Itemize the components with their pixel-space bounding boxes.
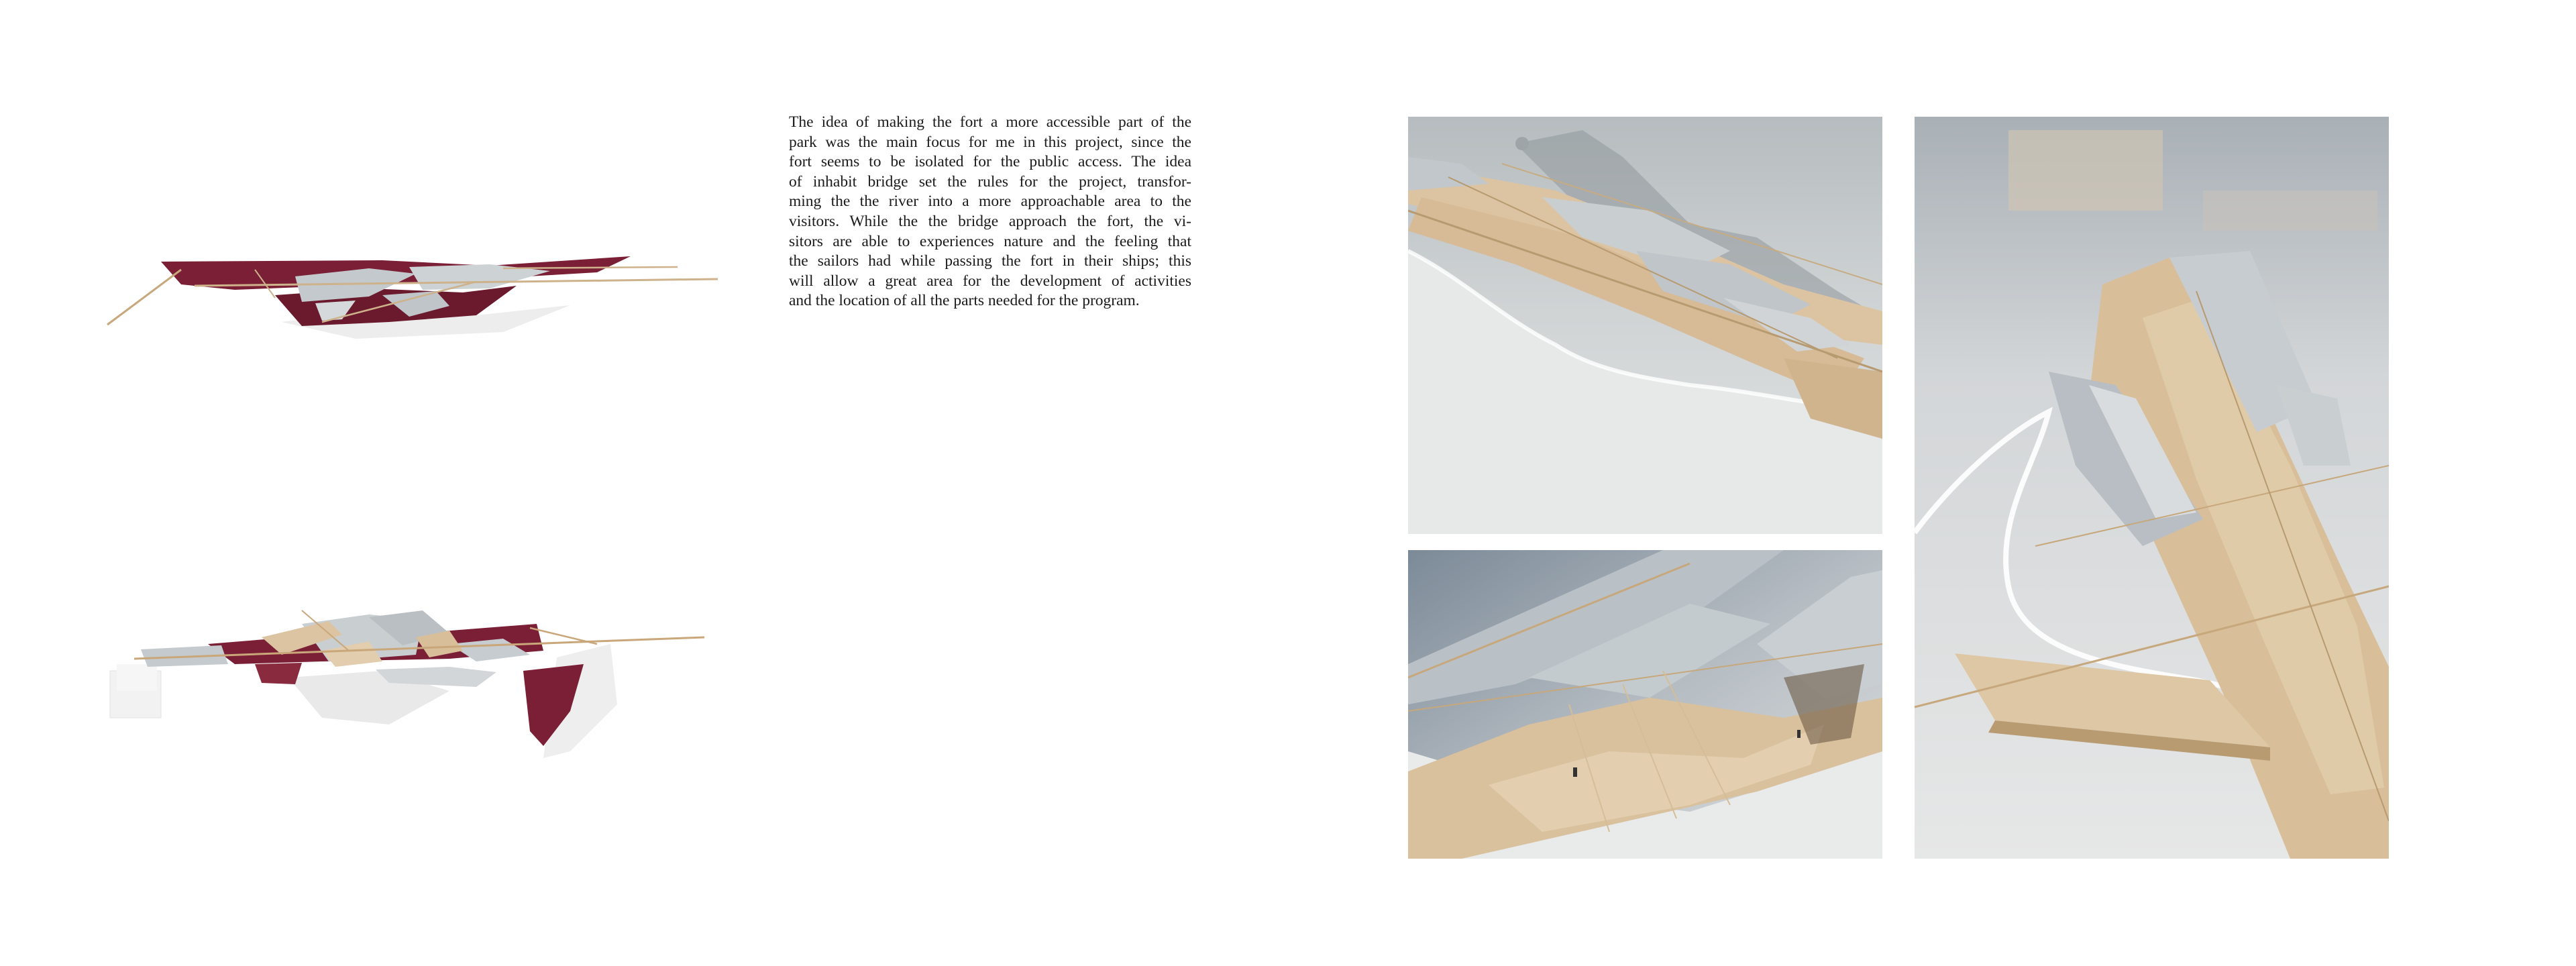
description-line: ming the the river into a more approachable area to the bbox=[789, 193, 1191, 211]
model-photo-closeup bbox=[1408, 550, 1882, 859]
description-line: sitors are able to experiences nature and the feeling that bbox=[789, 232, 1191, 250]
description-line: The idea of making the fort a more accessible part of the bbox=[789, 113, 1191, 131]
model-photo-aerial bbox=[1408, 117, 1882, 534]
model-photo-perspective bbox=[1915, 117, 2389, 859]
project-description bbox=[789, 113, 1191, 311]
description-line: of inhabit bridge set the rules for the project, transfor- bbox=[789, 172, 1191, 191]
bridge-model-elevation-top bbox=[101, 241, 718, 342]
description-line: and the location of all the parts needed for the program. bbox=[789, 292, 1140, 310]
description-line: the sailors had while passing the fort in their ships; this bbox=[789, 252, 1191, 270]
description-line: visitors. While the the bridge approach the fort, the vi- bbox=[789, 212, 1191, 230]
maroon-panel bbox=[255, 663, 302, 684]
description-line: will allow a great area for the development of activities bbox=[789, 272, 1191, 290]
description-line: fort seems to be isolated for the public access. The idea bbox=[789, 153, 1191, 171]
description-line: park was the main focus for me in this project, since the bbox=[789, 133, 1191, 151]
bridge-model-elevation-bottom bbox=[101, 597, 718, 765]
